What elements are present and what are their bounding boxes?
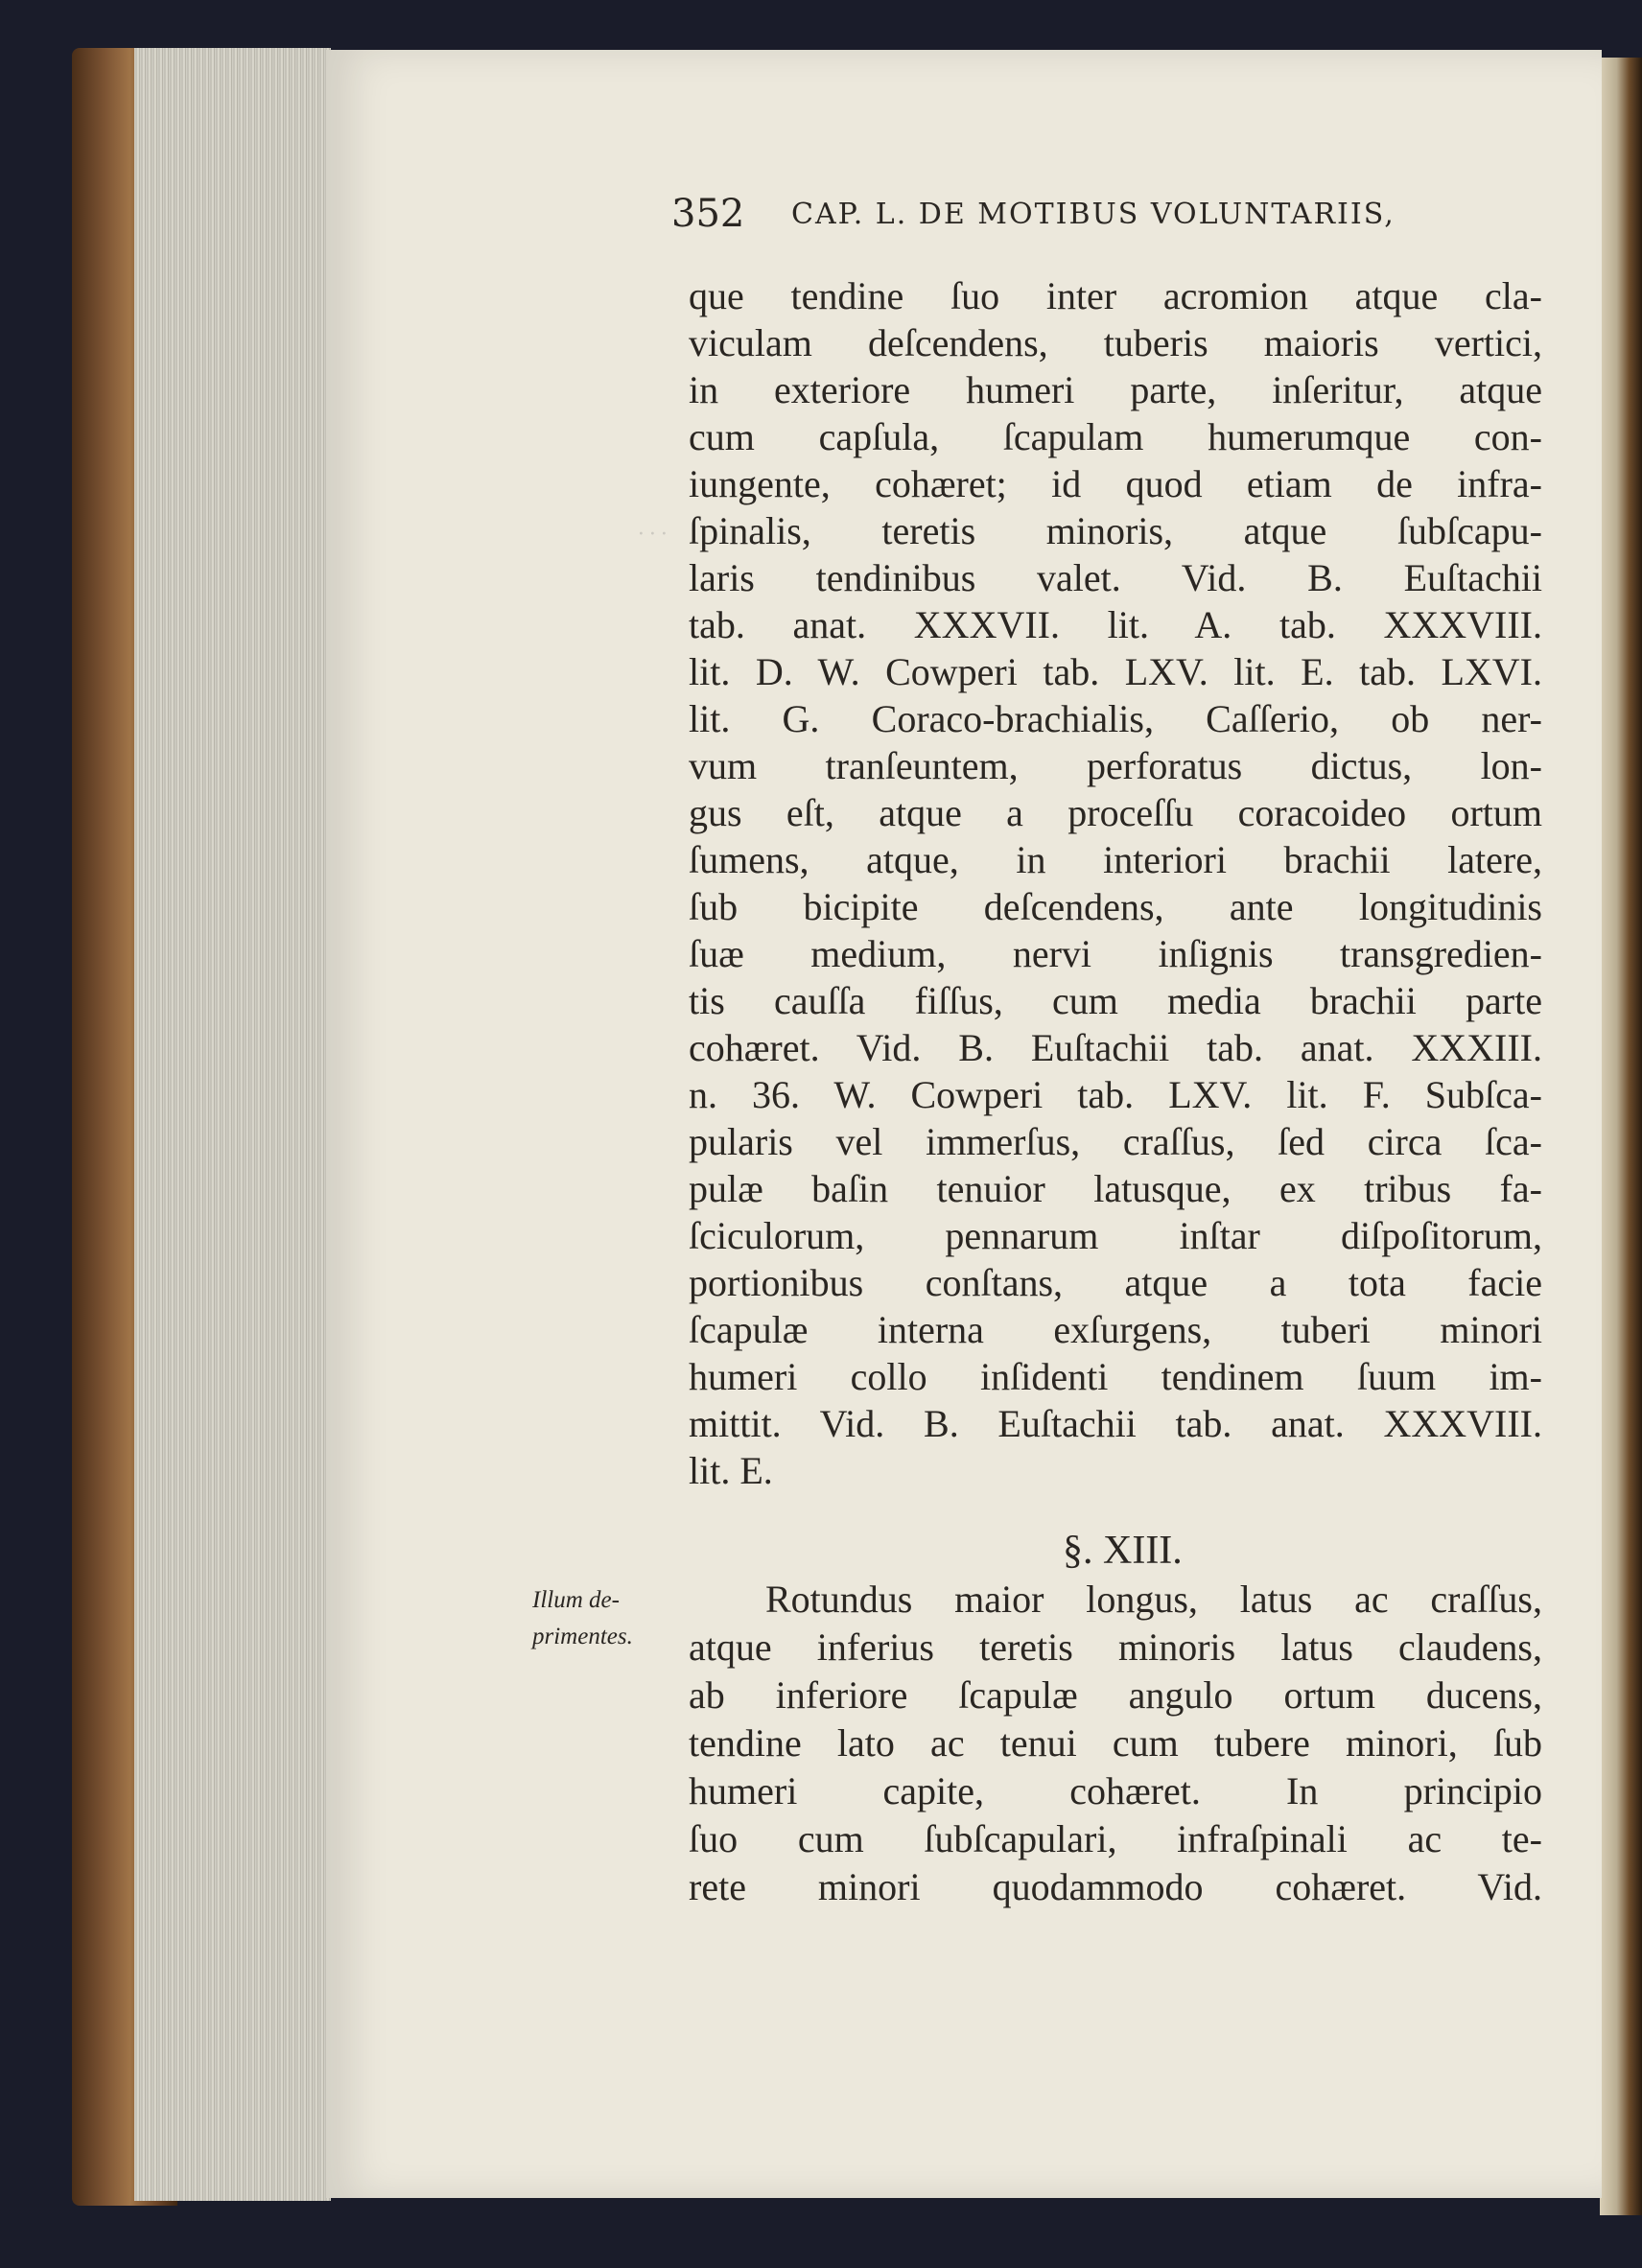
text-line: tendine lato ac tenui cum tubere minori, ſub bbox=[689, 1721, 1542, 1765]
text-line: in exteriore humeri parte, inſeritur, atque bbox=[689, 368, 1542, 411]
margin-note-line: primentes. bbox=[532, 1624, 633, 1649]
running-head: CAP. L. DE MOTIBUS VOLUNTARIIS, bbox=[791, 198, 1396, 231]
text-line: vum tranſeuntem, perforatus dictus, lon- bbox=[689, 744, 1542, 787]
text-line: laris tendinibus valet. Vid. B. Euſtachii bbox=[689, 556, 1542, 599]
text-line: n. 36. W. Cowperi tab. LXV. lit. F. Subſca- bbox=[689, 1073, 1542, 1116]
text-line: ſub bicipite deſcendens, ante longitudinis bbox=[689, 885, 1542, 928]
text-line: mittit. Vid. B. Euſtachii tab. anat. XXXVIII. bbox=[689, 1402, 1542, 1445]
facing-page-edge bbox=[1600, 58, 1642, 2215]
text-line: viculam deſcendens, tuberis maioris vertici, bbox=[689, 321, 1542, 364]
text-line: humeri collo inſidenti tendinem ſuum im- bbox=[689, 1355, 1542, 1398]
text-line: iungente, cohæret; id quod etiam de infra- bbox=[689, 462, 1542, 505]
text-line: que tendine ſuo inter acromion atque cla- bbox=[689, 274, 1542, 317]
text-line: portionibus conſtans, atque a tota facie bbox=[689, 1261, 1542, 1304]
text-line: pulæ baſin tenuior latusque, ex tribus fa- bbox=[689, 1167, 1542, 1210]
text-line: gus eſt, atque a proceſſu coracoideo ortum bbox=[689, 791, 1542, 834]
text-line: ſcapulæ interna exſurgens, tuberi minori bbox=[689, 1308, 1542, 1351]
page-number: 352 bbox=[671, 192, 745, 236]
section-heading: §. XIII. bbox=[1063, 1529, 1183, 1573]
text-line: tis cauſſa fiſſus, cum media brachii parte bbox=[689, 979, 1542, 1022]
text-line: humeri capite, cohæret. In principio bbox=[689, 1769, 1542, 1812]
paragraph-2 bbox=[689, 1576, 1542, 1911]
text-line: ſuo cum ſubſcapulari, infraſpinali ac te- bbox=[689, 1817, 1542, 1860]
text-line: ab inferiore ſcapulæ angulo ortum ducens, bbox=[689, 1673, 1542, 1717]
text-line: cohæret. Vid. B. Euſtachii tab. anat. XXXIII. bbox=[689, 1026, 1542, 1069]
paragraph-1 bbox=[689, 272, 1542, 1494]
text-line: lit. G. Coraco-brachialis, Caſſerio, ob ner- bbox=[689, 697, 1542, 740]
text-line: cum capſula, ſcapulam humerumque con- bbox=[689, 415, 1542, 458]
page-edges bbox=[134, 48, 331, 2201]
page-header bbox=[671, 192, 1563, 246]
text-line: tab. anat. XXXVII. lit. A. tab. XXXVIII. bbox=[689, 603, 1542, 646]
text-line: pularis vel immerſus, craſſus, ſed circa ſca- bbox=[689, 1120, 1542, 1163]
text-line-first: Rotundus maior longus, latus ac craſſus, bbox=[765, 1578, 1542, 1621]
show-through-marginalia: · · · bbox=[638, 522, 667, 547]
text-line: ſciculorum, pennarum inſtar diſpoſitorum, bbox=[689, 1214, 1542, 1257]
text-line: ſuæ medium, nervi inſignis transgredien- bbox=[689, 932, 1542, 975]
margin-note bbox=[532, 1582, 676, 1655]
text-line: atque inferius teretis minoris latus claudens, bbox=[689, 1625, 1542, 1669]
text-line: rete minori quodammodo cohæret. Vid. bbox=[689, 1865, 1542, 1908]
margin-note-line: Illum de- bbox=[532, 1587, 620, 1613]
text-line: ſumens, atque, in interiori brachii latere, bbox=[689, 838, 1542, 881]
text-line: lit. E. bbox=[689, 1449, 773, 1492]
text-line: ſpinalis, teretis minoris, atque ſubſcapu- bbox=[689, 509, 1542, 552]
text-line: lit. D. W. Cowperi tab. LXV. lit. E. tab. LXVI. bbox=[689, 650, 1542, 693]
